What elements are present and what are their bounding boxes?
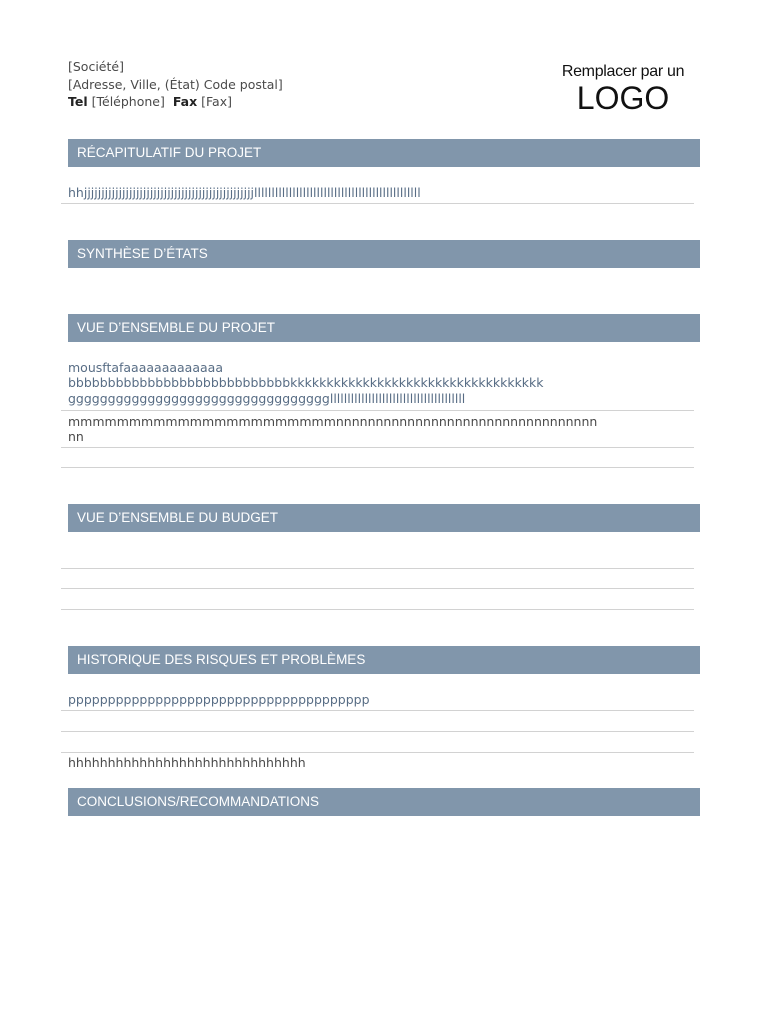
section-header-synthese: SYNTHÈSE D’ÉTATS [68,240,700,268]
section-header-overview: VUE D’ENSEMBLE DU PROJET [68,314,700,342]
logo-caption: Remplacer par un [561,63,685,80]
fax-label: Fax [172,94,198,109]
overview-line-1[interactable]: mousftafaaaaaaaaaaaaa [68,360,223,375]
section-header-budget: VUE D’ENSEMBLE DU BUDGET [68,504,700,532]
contact-line [68,93,283,111]
divider [61,588,694,589]
fax-value: [Fax] [201,94,232,109]
risks-line-1[interactable]: pppppppppppppppppppppppppppppppppppppp [68,692,370,707]
tel-label: Tel [68,94,88,109]
overview-line-4[interactable]: mmmmmmmmmmmmmmmmmmmmmmnnnnnnnnnnnnnnnnnnnnnnnnnnnnnnnnn [68,414,598,429]
divider [61,467,694,468]
company-info-block [68,58,283,111]
divider [61,710,694,711]
risks-line-2[interactable]: hhhhhhhhhhhhhhhhhhhhhhhhhhhhhh [68,755,306,770]
logo-placeholder [548,62,698,114]
recap-text[interactable]: hhjjjjjjjjjjjjjjjjjjjjjjjjjjjjjjjjjjjjjjjjjjjjjjjjjllllllllllllllllllllllllllllllllllllllllllllllll [68,185,421,200]
divider [61,731,694,732]
overview-line-3[interactable]: ggggggggggggggggggggggggggggggggglllllllllllllllllllllllllllllllllllllll [68,391,466,406]
overview-line-2[interactable]: bbbbbbbbbbbbbbbbbbbbbbbbbbbbkkkkkkkkkkkkkkkkkkkkkkkkkkkkkkkkkkk [68,375,544,390]
logo-text: LOGO [576,80,670,116]
tel-value: [Téléphone] [91,94,165,109]
divider [61,410,694,411]
divider [61,447,694,448]
company-address: [Adresse, Ville, (État) Code postal] [68,76,283,92]
overview-line-5[interactable]: nn [68,429,84,444]
company-name: [Société] [68,59,124,74]
divider [61,752,694,753]
section-header-conclusions: CONCLUSIONS/RECOMMANDATIONS [68,788,700,816]
section-header-risks: HISTORIQUE DES RISQUES ET PROBLÈMES [68,646,700,674]
divider [61,609,694,610]
divider [61,568,694,569]
divider [61,203,694,204]
section-header-recap: RÉCAPITULATIF DU PROJET [68,139,700,167]
